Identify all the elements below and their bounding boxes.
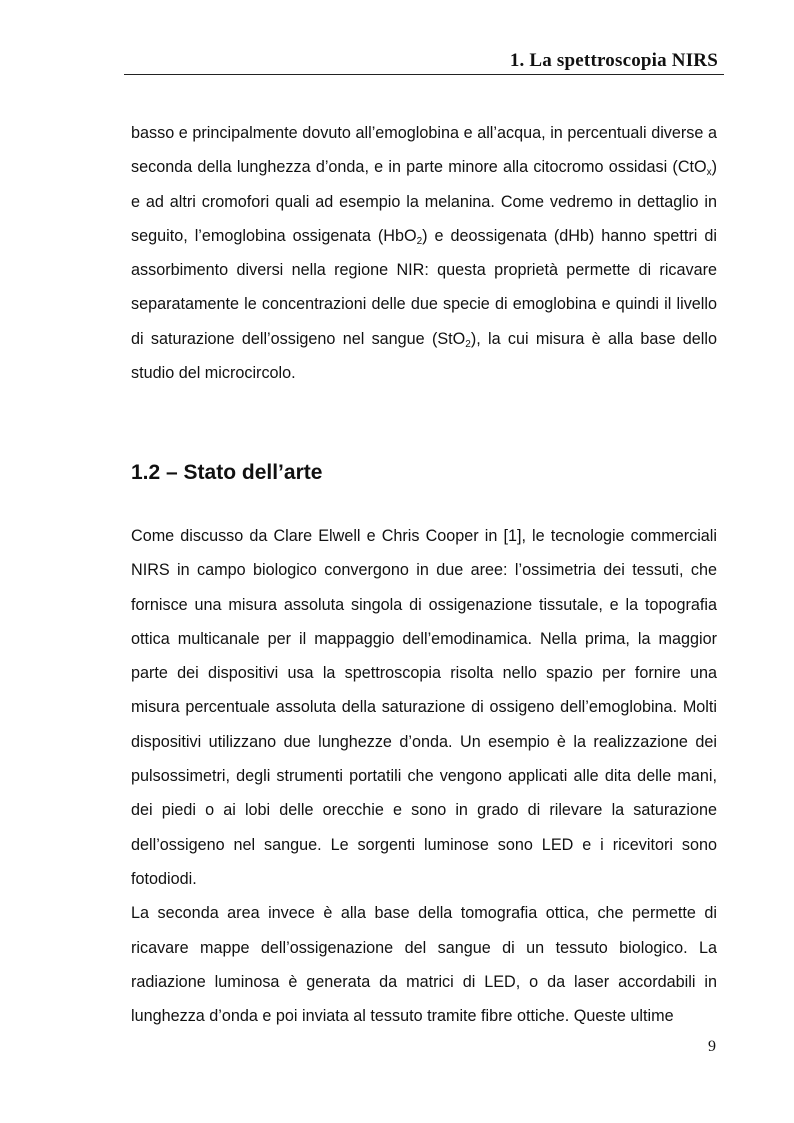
body-text-section: [131, 519, 717, 1033]
paragraph-intro: [131, 116, 717, 390]
page-number: 9: [708, 1038, 716, 1055]
section-heading: 1.2 – Stato dell’arte: [131, 461, 323, 484]
paragraph-intro-part3: ) e deossigenata (dHb) hanno spettri di assorbimento diversi nella regione NIR: questa proprietà permette di ricavare separatamente le concentrazioni delle due specie di emoglobina e quindi il livello di saturazione dell’ossigeno nel sangue (StO: [131, 226, 717, 348]
chapter-title: 1. La spettroscopia NIRS: [509, 50, 718, 71]
paragraph-intro-part4: ), la cui misura è alla base dello studio del microcircolo.: [131, 329, 717, 383]
paragraph-tomography: La seconda area invece è alla base della tomografia ottica, che permette di ricavare mappe dell’ossigenazione del sangue di un tessuto biologico. La radiazione luminosa è generata da matrici di LED, o da laser accordabili in lunghezza d’onda e poi inviata al tessuto tramite fibre ottiche. Queste ultime: [131, 904, 717, 1026]
subscript-x: x: [706, 167, 712, 179]
body-text-top: [131, 116, 717, 390]
paragraph-intro-part1: basso e principalmente dovuto all’emoglobina e all’acqua, in percentuali diverse a seconda della lunghezza d’onda, e in parte minore alla citocromo ossidasi (CtO: [131, 124, 717, 177]
paragraph-intro-part2: ) e ad altri cromofori quali ad esempio la melanina. Come vedremo in dettaglio in seguito, l’emoglobina ossigenata (HbO: [131, 158, 717, 245]
running-header: [124, 48, 724, 75]
subscript-2-hbo2: 2: [416, 235, 423, 247]
subscript-2-sto2: 2: [465, 338, 471, 350]
paragraph-state-of-art: Come discusso da Clare Elwell e Chris Cooper in [1], le tecnologie commerciali NIRS in campo biologico convergono in due aree: l’ossimetria dei tessuti, che fornisce una misura assoluta singola di ossigenazione tissutale, e la topografia ottica multicanale per il mappaggio dell’emodinamica. Nella prima, la maggior parte dei dispositivi usa la spettroscopia risolta nello spazio per fornire una misura percentuale assoluta della saturazione di ossigeno dell’emoglobina. Molti dispositivi utilizzano due lunghezze d’onda. Un esempio è la realizzazione dei pulsossimetri, degli strumenti portatili che vengono applicati alle dita delle mani, dei piedi o ai lobi delle orecchie e sono in grado di rilevare la saturazione dell’ossigeno nel sangue. Le sorgenti luminose sono LED e i ricevitori sono fotodiodi.: [131, 527, 717, 888]
